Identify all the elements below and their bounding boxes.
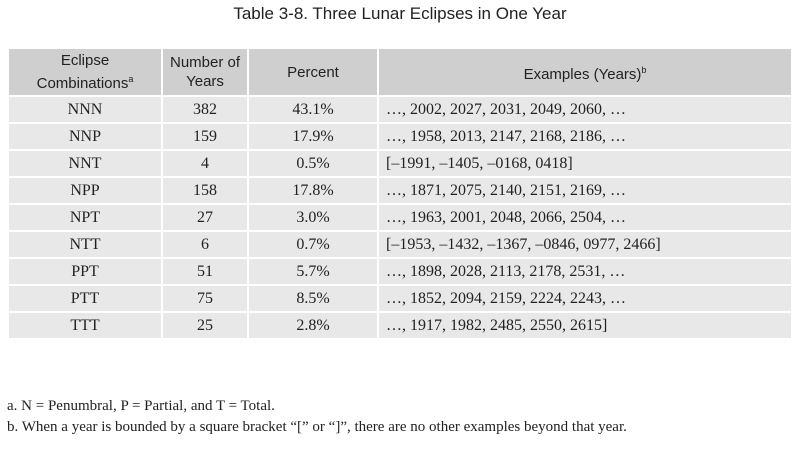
cell-examples: [–1953, –1432, –1367, –0846, 0977, 2466] xyxy=(379,232,791,257)
cell-number-of-years: 25 xyxy=(163,313,249,338)
header-row xyxy=(9,49,791,95)
cell-number-of-years: 75 xyxy=(163,286,249,311)
footnote-marker-a: a xyxy=(128,74,134,84)
cell-percent: 0.5% xyxy=(249,151,379,176)
header-examples-label: Examples (Years) xyxy=(523,65,642,83)
cell-percent: 17.8% xyxy=(249,178,379,203)
cell-examples: …, 1871, 2075, 2140, 2151, 2169, … xyxy=(379,178,791,203)
cell-examples: …, 1917, 1982, 2485, 2550, 2615] xyxy=(379,313,791,338)
cell-combination: NNT xyxy=(9,151,163,176)
cell-number-of-years: 27 xyxy=(163,205,249,230)
cell-number-of-years: 159 xyxy=(163,124,249,149)
cell-examples: …, 1852, 2094, 2159, 2224, 2243, … xyxy=(379,286,791,311)
cell-percent: 3.0% xyxy=(249,205,379,230)
cell-combination: PTT xyxy=(9,286,163,311)
table-row xyxy=(9,232,791,257)
cell-percent: 17.9% xyxy=(249,124,379,149)
table-title: Table 3-8. Three Lunar Eclipses in One Year xyxy=(233,4,567,23)
cell-examples: …, 2002, 2027, 2031, 2049, 2060, … xyxy=(379,97,791,122)
table-row xyxy=(9,178,791,203)
cell-number-of-years: 4 xyxy=(163,151,249,176)
table-row xyxy=(9,259,791,284)
header-examples xyxy=(379,49,791,95)
cell-combination: NNN xyxy=(9,97,163,122)
table-row xyxy=(9,97,791,122)
cell-number-of-years: 6 xyxy=(163,232,249,257)
footnotes xyxy=(7,396,797,438)
footnote-marker-b: b xyxy=(641,64,647,75)
cell-percent: 43.1% xyxy=(249,97,379,122)
cell-combination: TTT xyxy=(9,313,163,338)
cell-number-of-years: 51 xyxy=(163,259,249,284)
cell-percent: 0.7% xyxy=(249,232,379,257)
cell-percent: 2.8% xyxy=(249,313,379,338)
cell-combination: NNP xyxy=(9,124,163,149)
cell-examples: …, 1963, 2001, 2048, 2066, 2504, … xyxy=(379,205,791,230)
footnote-b: b. When a year is bounded by a square bracket “[” or “]”, there are no other examples beyond that year. xyxy=(7,419,627,435)
cell-examples: [–1991, –1405, –0168, 0418] xyxy=(379,151,791,176)
cell-percent: 8.5% xyxy=(249,286,379,311)
table-row xyxy=(9,124,791,149)
cell-combination: PPT xyxy=(9,259,163,284)
cell-combination: NPP xyxy=(9,178,163,203)
table-row xyxy=(9,313,791,338)
footnote-a: a. N = Penumbral, P = Partial, and T = Total. xyxy=(7,398,275,414)
cell-number-of-years: 382 xyxy=(163,97,249,122)
cell-number-of-years: 158 xyxy=(163,178,249,203)
table-body xyxy=(9,97,791,338)
cell-examples: …, 1958, 2013, 2147, 2168, 2186, … xyxy=(379,124,791,149)
header-combinations-label: Eclipse Combinations xyxy=(36,52,129,92)
table-row xyxy=(9,151,791,176)
cell-combination: NPT xyxy=(9,205,163,230)
eclipse-table xyxy=(9,47,791,340)
header-percent: Percent xyxy=(249,49,379,95)
table-row xyxy=(9,286,791,311)
cell-combination: NTT xyxy=(9,232,163,257)
cell-examples: …, 1898, 2028, 2113, 2178, 2531, … xyxy=(379,259,791,284)
header-number-of-years: Number of Years xyxy=(163,49,249,95)
header-combinations xyxy=(9,49,163,95)
cell-percent: 5.7% xyxy=(249,259,379,284)
table-row xyxy=(9,205,791,230)
